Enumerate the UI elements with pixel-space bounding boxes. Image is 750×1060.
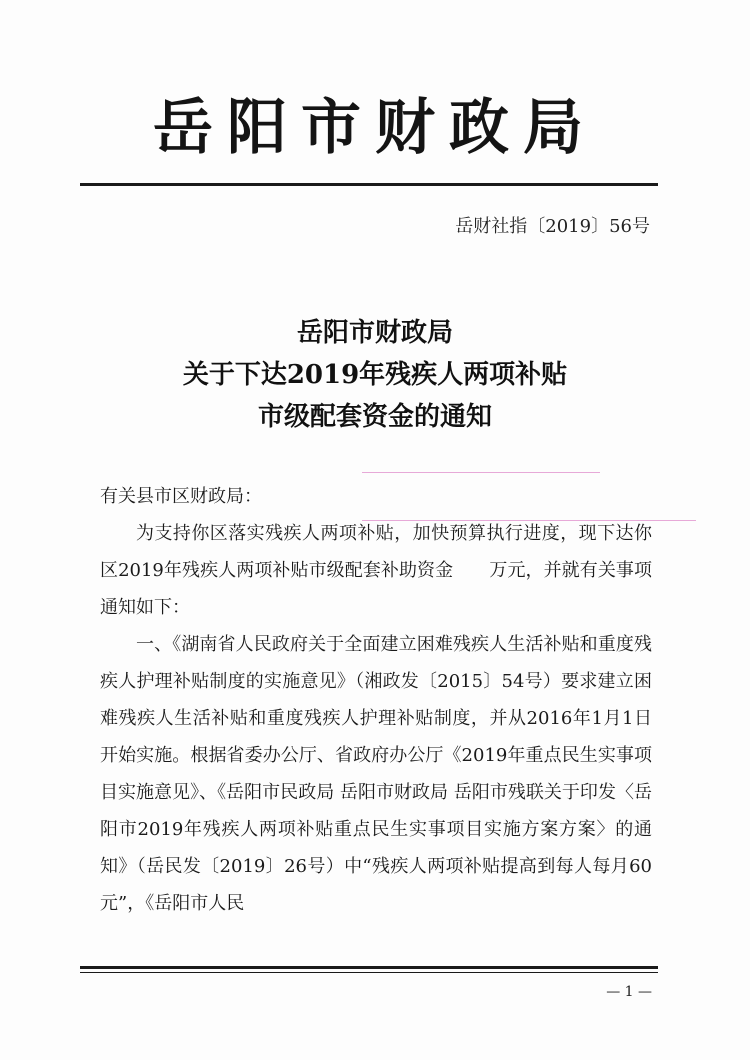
letterhead-organization: 岳阳市财政局 [153, 93, 597, 163]
letterhead-rule [80, 183, 658, 186]
pink-annotation-line-1 [362, 472, 600, 473]
title-line-1: 岳阳市财政局 [296, 318, 453, 348]
page-number: — 1 — [606, 984, 652, 1000]
footer-rule-thick [80, 966, 658, 969]
document-body [100, 478, 652, 922]
document-title [0, 312, 750, 438]
footer-rule-thin [80, 972, 658, 973]
body-paragraph-2: 一、《湖南省人民政府关于全面建立困难残疾人生活补贴和重度残疾人护理补贴制度的实施意见》（湘政发〔2015〕54号）要求建立困难残疾人生活补贴和重度残疾人护理补贴制度，并从2016年1月1日开始实施。根据省委办公厅、省政府办公厅《2019年重点民生实事项目实施意见》、《岳阳市民政局 岳阳市财政局 岳阳市残联关于印发〈岳阳市2019年残疾人两项补贴重点民生实事项目实施方案方案〉的通知》（岳民发〔2019〕26号）中“残疾人两项补贴提高到每人每月60元”，《岳阳市人民 [100, 634, 652, 914]
body-paragraph-1: 为支持你区落实残疾人两项补贴，加快预算执行进度，现下达你区2019年残疾人两项补贴市级配套补助资金 万元，并就有关事项通知如下： [100, 523, 652, 618]
title-line-3: 市级配套资金的通知 [257, 402, 492, 432]
salutation: 有关县市区财政局： [100, 486, 262, 507]
title-line-2: 关于下达2019年残疾人两项补贴 [182, 360, 568, 390]
document-number: 岳财社指〔2019〕56号 [455, 216, 650, 237]
